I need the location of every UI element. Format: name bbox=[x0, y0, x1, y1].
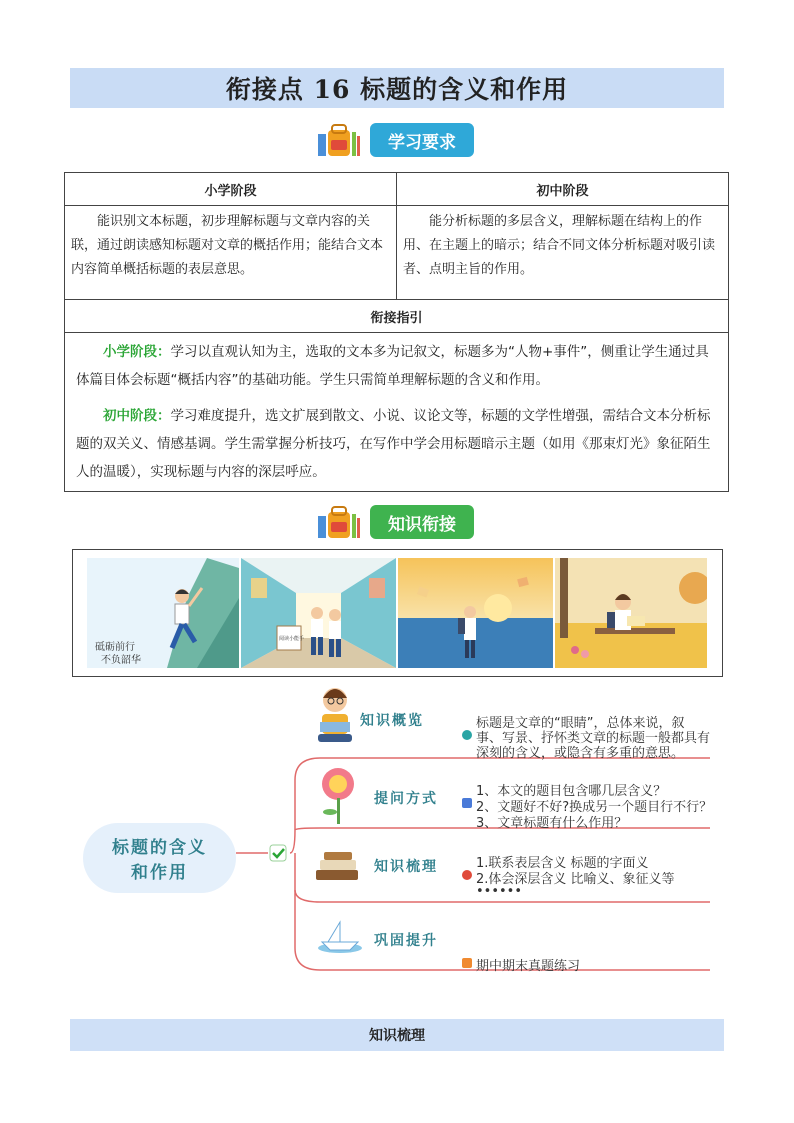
summary-line2: 2.体会深层含义 比喻义、象征义等 bbox=[476, 872, 675, 887]
practice-line1: 期中期末真题练习 bbox=[476, 959, 581, 974]
guide-primary-tag: 小学阶段： bbox=[103, 344, 171, 360]
school-corridor-illustration bbox=[241, 558, 396, 668]
branch-label-questions: 提问方式 bbox=[374, 791, 438, 807]
section-heading-connection bbox=[314, 502, 474, 542]
slogan-line1: 砥砺前行 bbox=[95, 642, 135, 653]
summary-bullet-icon bbox=[462, 870, 472, 880]
guide-primary bbox=[66, 334, 727, 398]
questions-user-icon bbox=[462, 798, 472, 808]
park-reading-illustration bbox=[555, 558, 707, 668]
guide-header: 衔接指引 bbox=[65, 300, 729, 333]
seaside-sunset-illustration bbox=[398, 558, 553, 668]
questions-line2: 2、文题好不好?换成另一个题目行不行？ bbox=[476, 800, 713, 815]
section-bar-knowledge: 知识梳理 bbox=[70, 1019, 724, 1051]
guide-middle bbox=[66, 398, 727, 490]
questions-line3: 3、文章标题有什么作用？ bbox=[476, 816, 628, 831]
climbing-boy-illustration bbox=[87, 558, 239, 668]
requirements-table bbox=[64, 172, 729, 492]
guide-middle-tag: 初中阶段： bbox=[103, 408, 171, 424]
school-supplies-icon bbox=[314, 120, 362, 160]
section-label: 学习要求 bbox=[370, 123, 474, 157]
mind-map bbox=[0, 680, 794, 980]
page-title: 衔接点 16 标题的含义和作用 bbox=[225, 75, 569, 104]
reading-boy-icon bbox=[312, 684, 358, 746]
summary-line1: 1.联系表层含义 标题的字面义 bbox=[476, 856, 649, 871]
col-header-middle: 初中阶段 bbox=[397, 173, 729, 206]
school-supplies-icon bbox=[314, 502, 362, 542]
overview-line1: 标题是文章的“眼睛”，总体来说，叙 bbox=[476, 716, 685, 731]
center-line2: 和作用 bbox=[131, 863, 188, 883]
slogan-line2: 不负韶华 bbox=[101, 655, 141, 666]
book-stack-icon bbox=[312, 846, 362, 886]
illustration-strip bbox=[72, 549, 723, 677]
guide-middle-text: 学习难度提升，选文扩展到散文、小说、议论文等，标题的文学性增强，需结合文本分析标题的双关义、情感基调。学生需掌握分析技巧，在写作中学会用标题暗示主题（如用《那束灯光》象征陌生人的温暖），实现标题与内容的深层呼应。 bbox=[76, 408, 711, 480]
paper-boat-icon bbox=[316, 916, 364, 956]
section-label: 知识衔接 bbox=[370, 505, 474, 539]
poster-text: 阅读小能手 bbox=[279, 636, 305, 642]
branch-label-practice: 巩固提升 bbox=[374, 933, 438, 949]
col-header-primary: 小学阶段 bbox=[65, 173, 397, 206]
section-heading-requirements bbox=[314, 120, 474, 160]
center-line1: 标题的含义 bbox=[112, 838, 207, 858]
questions-line1: 1、本文的题目包含哪几层含义？ bbox=[476, 784, 667, 799]
title-bar bbox=[70, 68, 724, 108]
practice-bullet-icon bbox=[462, 958, 472, 968]
flower-icon bbox=[318, 766, 358, 826]
overview-bullet-icon bbox=[462, 730, 472, 740]
primary-requirement: 能识别文本标题，初步理解标题与文章内容的关联，通过朗读感知标题对文章的概括作用；能结合文本内容简单概括标题的表层意思。 bbox=[65, 206, 397, 300]
mind-map-center bbox=[83, 823, 236, 893]
summary-line3: •••••• bbox=[476, 884, 523, 899]
overview-line3: 深刻的含义，或隐含有多重的意思。 bbox=[476, 746, 685, 761]
guide-primary-text: 学习以直观认知为主，选取的文本多为记叙文，标题多为“人物+事件”，侧重让学生通过具体篇目体会标题“概括内容”的基础功能。学生只需简单理解标题的含义和作用。 bbox=[76, 344, 709, 388]
branch-label-overview: 知识概览 bbox=[360, 713, 424, 729]
guide-content bbox=[65, 333, 729, 492]
branch-label-summary: 知识梳理 bbox=[374, 859, 438, 875]
overview-line2: 事、写景、抒怀类文章的标题一般都具有 bbox=[476, 731, 711, 746]
middle-requirement: 能分析标题的多层含义，理解标题在结构上的作用、在主题上的暗示；结合不同文体分析标题对吸引读者、点明主旨的作用。 bbox=[397, 206, 729, 300]
